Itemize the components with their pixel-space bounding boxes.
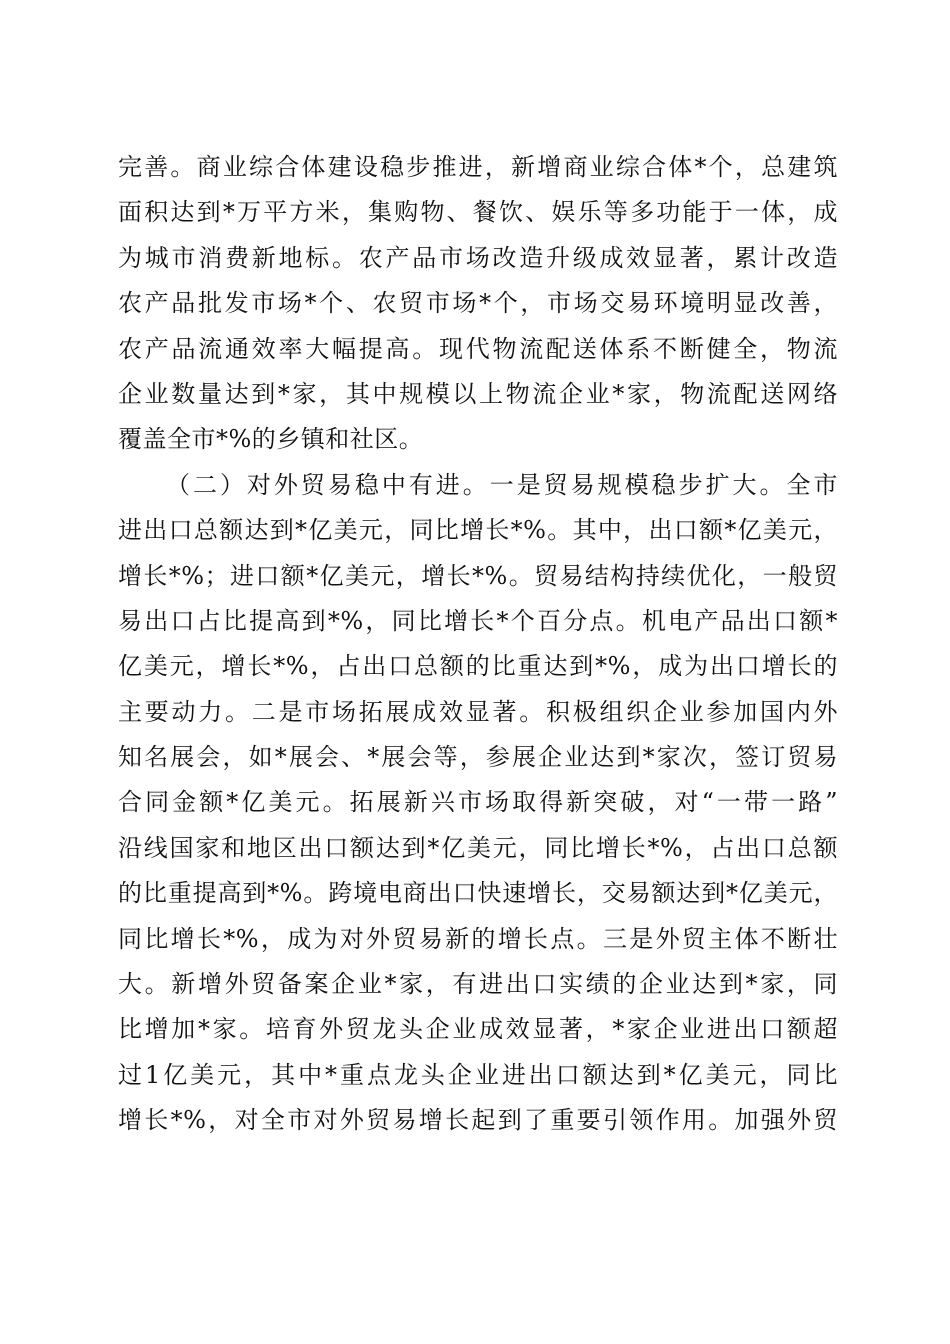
text-line: 面积达到*万平方米，集购物、餐饮、娱乐等多功能于一体，成 <box>118 198 838 227</box>
text-line: 进出口总额达到*亿美元，同比增长*%。其中，出口额*亿美元， <box>118 516 838 545</box>
text-line: 大。新增外贸备案企业*家，有进出口实绩的企业达到*家，同 <box>118 970 838 999</box>
section-heading-line: （二）对外贸易稳中有进。一是贸易规模稳步扩大。全市 <box>166 470 838 499</box>
text-line: 覆盖全市*%的乡镇和社区。 <box>118 425 424 454</box>
body-text <box>118 145 838 1144</box>
text-line: 的比重提高到*%。跨境电商出口快速增长，交易额达到*亿美元， <box>118 879 838 908</box>
text-line: 增长*%；进口额*亿美元，增长*%。贸易结构持续优化，一般贸 <box>118 561 838 590</box>
text-line: 亿美元，增长*%，占出口总额的比重达到*%，成为出口增长的 <box>118 652 838 681</box>
text-line: 合同金额*亿美元。拓展新兴市场取得新突破，对“一带一路” <box>118 788 838 817</box>
text-line: 知名展会，如*展会、*展会等，参展企业达到*家次，签订贸易 <box>118 743 838 772</box>
text-line: 比增加*家。培育外贸龙头企业成效显著，*家企业进出口额超 <box>118 1015 838 1044</box>
text-line: 易出口占比提高到*%，同比增长*个百分点。机电产品出口额* <box>118 606 838 635</box>
text-line: 过1亿美元，其中*重点龙头企业进出口额达到*亿美元，同比 <box>118 1060 838 1089</box>
text-line: 企业数量达到*家，其中规模以上物流企业*家，物流配送网络 <box>118 379 838 408</box>
text-line: 主要动力。二是市场拓展成效显著。积极组织企业参加国内外 <box>118 697 838 726</box>
text-line: 同比增长*%，成为对外贸易新的增长点。三是外贸主体不断壮 <box>118 924 838 953</box>
text-line: 完善。商业综合体建设稳步推进，新增商业综合体*个，总建筑 <box>118 153 838 181</box>
text-line: 农产品流通效率大幅提高。现代物流配送体系不断健全，物流 <box>118 334 838 363</box>
text-line: 农产品批发市场*个、农贸市场*个，市场交易环境明显改善， <box>118 289 838 318</box>
text-line: 增长*%，对全市对外贸易增长起到了重要引领作用。加强外贸 <box>118 1106 838 1135</box>
text-line: 为城市消费新地标。农产品市场改造升级成效显著，累计改造 <box>118 243 838 272</box>
text-line: 沿线国家和地区出口额达到*亿美元，同比增长*%，占出口总额 <box>118 833 838 862</box>
